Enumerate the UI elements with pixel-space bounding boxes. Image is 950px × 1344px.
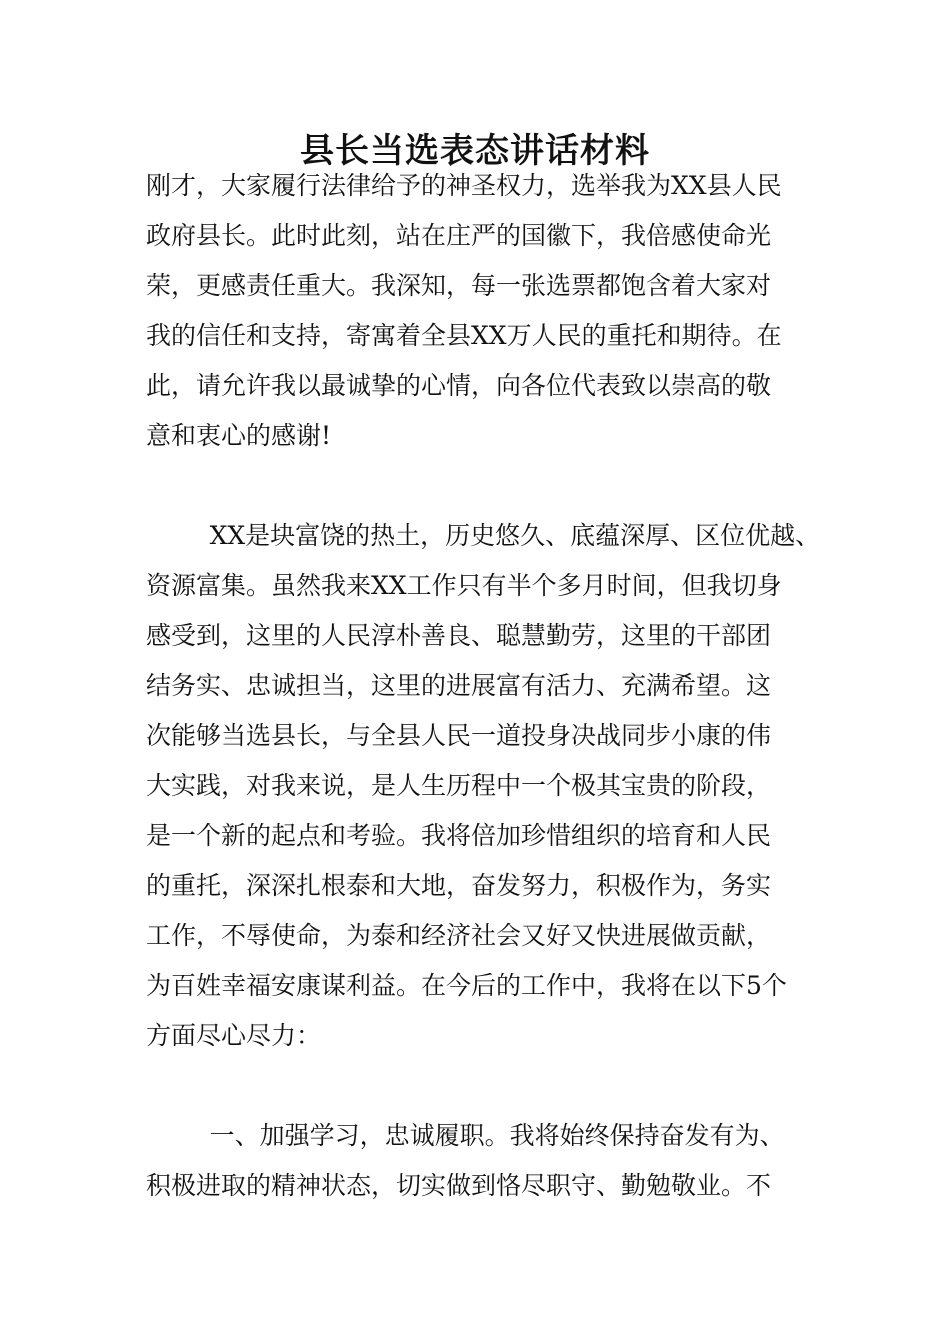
text-line: 次能够当选县长，与全县人民一道投身决战同步小康的伟 [146, 721, 772, 750]
text-line: XX是块富饶的热土，历史悠久、底蕴深厚、区位优越、 [146, 521, 821, 550]
text-line: 积极进取的精神状态，切实做到恪尽职守、勤勉敬业。不 [146, 1171, 772, 1200]
text-line: 政府县长。此时此刻，站在庄严的国徽下，我倍感使命光 [146, 221, 772, 250]
text-line: 此，请允许我以最诚挚的心情，向各位代表致以崇高的敬 [146, 371, 772, 400]
text-line: 我的信任和支持，寄寓着全县XX万人民的重托和期待。在 [146, 321, 782, 350]
text-line: 的重托，深深扎根泰和大地，奋发努力，积极作为，务实 [146, 871, 772, 900]
document-body [146, 161, 821, 1261]
text-line: 感受到，这里的人民淳朴善良、聪慧勤劳，这里的干部团 [146, 621, 772, 650]
text-line: 一、加强学习，忠诚履职。我将始终保持奋发有为、 [146, 1121, 785, 1150]
paragraph-3 [146, 1111, 806, 1211]
text-line: 刚才，大家履行法律给予的神圣权力，选举我为XX县人民 [146, 171, 782, 200]
paragraph-1 [146, 161, 806, 461]
text-line: 大实践，对我来说，是人生历程中一个极其宝贵的阶段， [146, 771, 772, 800]
text-line: 荣，更感责任重大。我深知，每一张选票都饱含着大家对 [146, 271, 772, 300]
document-title: 县长当选表态讲话材料 [300, 131, 650, 171]
text-line: 意和衷心的感谢! [146, 421, 332, 450]
paragraph-2 [146, 511, 821, 1061]
text-line: 是一个新的起点和考验。我将倍加珍惜组织的培育和人民 [146, 821, 772, 850]
text-line: 资源富集。虽然我来XX工作只有半个多月时间，但我切身 [146, 571, 782, 600]
text-line: 工作，不辱使命，为泰和经济社会又好又快进展做贡献， [146, 921, 772, 950]
text-line: 为百姓幸福安康谋利益。在今后的工作中，我将在以下5个 [146, 971, 787, 1000]
text-line: 方面尽心尽力： [146, 1021, 322, 1050]
text-line: 结务实、忠诚担当，这里的进展富有活力、充满希望。这 [146, 671, 772, 700]
